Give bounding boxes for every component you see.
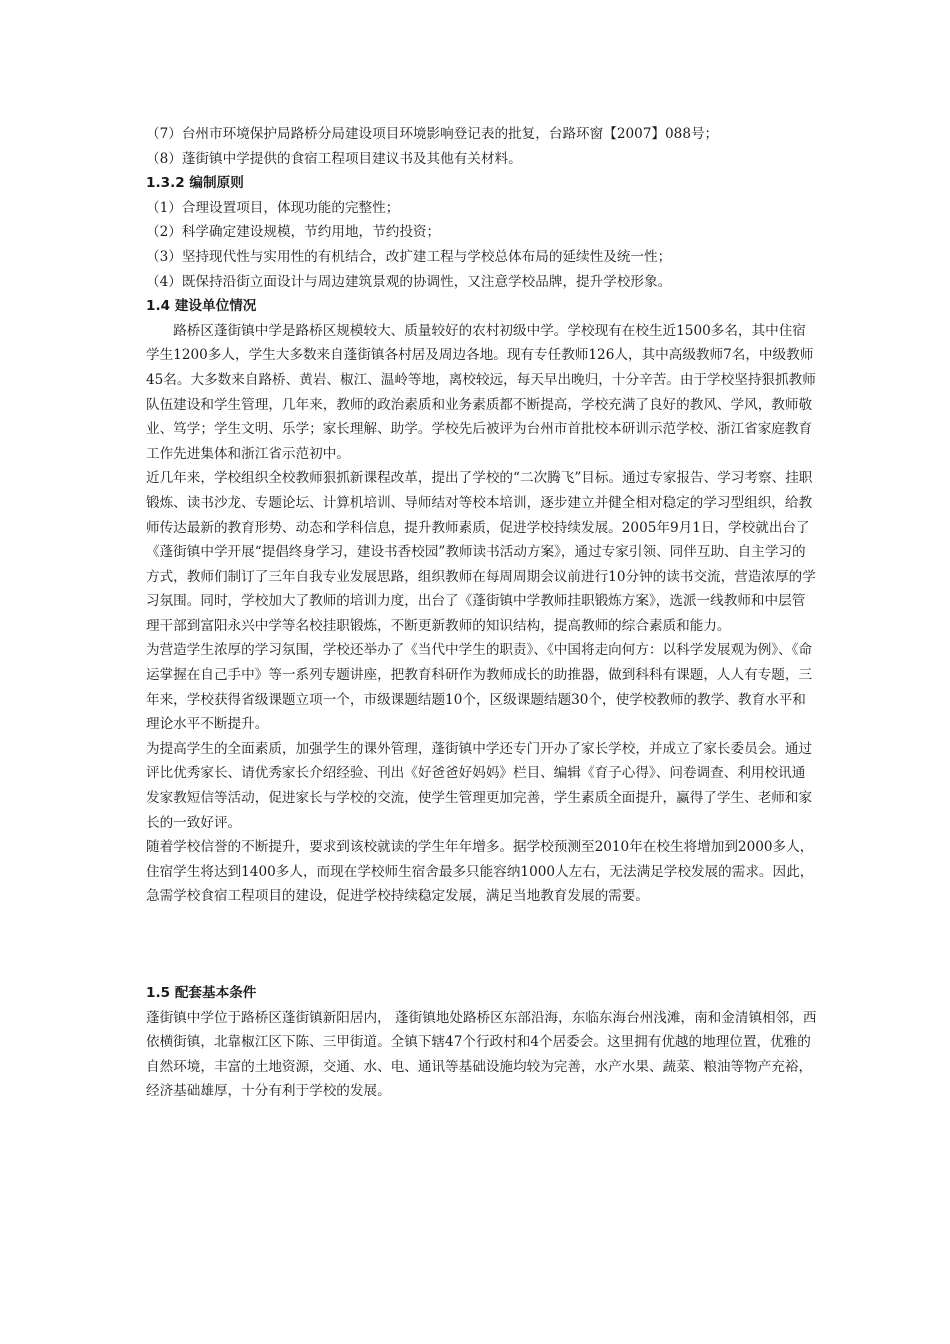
section-heading-1-5: 1.5 配套基本条件 — [146, 985, 257, 1001]
section-heading-1-4: 1.4 建设单位情况 — [146, 298, 257, 315]
section-spacer — [146, 909, 818, 981]
unit-paragraph-3: 为营造学生浓厚的学习氛围，学校还举办了《当代中学生的职责》、《中国将走向何方：以科学发展观为例》、《命运掌握在自己手中》等一系列专题讲座，把教育科研作为教师成长的助推器，做到科科有课题，人人有专题，三年来，学校获得省级课题立项一个，市级课题结题10个，区级课题结题30个，使学校教师的教学、教育水平和理论水平不断提升。 — [146, 642, 813, 733]
principle-item-4: （4）既保持沿街立面设计与周边建筑景观的协调性，又注意学校品牌，提升学校形象。 — [146, 273, 672, 290]
section-heading-1-3-2: 1.3.2 编制原则 — [146, 175, 244, 192]
document-page — [146, 122, 818, 1104]
unit-paragraph-5: 随着学校信誉的不断提升，要求到该校就读的学生年年增多。据学校预测至2010年在校生将增加到2000多人，住宿学生将达到1400多人，而现在学校师生宿舍最多只能容纳1000人左右，无法满足学校发展的需求。因此，急需学校食宿工程项目的建设，促进学校持续稳定发展，满足当地教育发展的需要。 — [146, 839, 814, 905]
reference-item-7: （7）台州市环境保护局路桥分局建设项目环境影响登记表的批复，台路环窗【2007】088号； — [146, 126, 719, 142]
conditions-paragraph: 蓬街镇中学位于路桥区蓬街镇新阳居内， 蓬街镇地处路桥区东部沿海，东临东海台州浅滩，南和金清镇相邻，西依横街镇，北靠椒江区下陈、三甲街道。全镇下辖47个行政村和4个居委会。这里拥有优越的地理位置，优雅的自然环境，丰富的土地资源，交通、水、电、通讯等基础设施均较为完善，水产水果、蔬菜、粮油等物产充裕，经济基础雄厚，十分有利于学校的发展。 — [146, 1009, 817, 1100]
principle-item-3: （3）坚持现代性与实用性的有机结合，改扩建工程与学校总体布局的延续性及统一性； — [146, 248, 672, 265]
unit-paragraph-1: 路桥区蓬街镇中学是路桥区规模较大、质量较好的农村初级中学。学校现有在校生近1500多名，其中住宿学生1200多人，学生大多数来自蓬街镇各村居及周边各地。现有专任教师126人，其中高级教师7名，中级教师45名。大多数来自路桥、黄岩、椒江、温岭等地，离校较远，每天早出晚归，十分辛苦。由于学校坚持狠抓教师队伍建设和学生管理，几年来，教师的政治素质和业务素质都不断提高，学校充满了良好的教风、学风，教师敬业、笃学；学生文明、乐学；家长理解、助学。学校先后被评为台州市首批校本研训示范学校、浙江省家庭教育工作先进集体和浙江省示范初中。 — [146, 322, 816, 462]
reference-item-8: （8）蓬街镇中学提供的食宿工程项目建议书及其他有关材料。 — [146, 150, 522, 167]
principle-item-2: （2）科学确定建设规模，节约用地，节约投资； — [146, 224, 441, 241]
principle-item-1: （1）合理设置项目，体现功能的完整性； — [146, 199, 400, 216]
unit-paragraph-2: 近几年来，学校组织全校教师狠抓新课程改革，提出了学校的“二次腾飞”目标。通过专家报告、学习考察、挂职锻炼、读书沙龙、专题论坛、计算机培训、导师结对等校本培训，逐步建立并健全相对稳定的学习型组织，给教师传达最新的教育形势、动态和学科信息，提升教师素质，促进学校持续发展。2005年9月1日，学校就出台了《蓬街镇中学开展“提倡终身学习，建设书香校园”教师读书活动方案》，通过专家引领、同伴互助、自主学习的方式，教师们制订了三年自我专业发展思路，组织教师在每周周期会议前进行10分钟的读书交流，营造浓厚的学习氛围。同时，学校加大了教师的培训力度，出台了《蓬街镇中学教师挂职锻炼方案》，选派一线教师和中层管理干部到富阳永兴中学等名校挂职锻炼，不断更新教师的知识结构，提高教师的综合素质和能力。 — [146, 470, 816, 634]
unit-paragraph-4: 为提高学生的全面素质，加强学生的课外管理，蓬街镇中学还专门开办了家长学校，并成立了家长委员会。通过评比优秀家长、请优秀家长介绍经验、刊出《好爸爸好妈妈》栏目、编辑《育子心得》、问卷调查、利用校讯通发家教短信等活动，促进家长与学校的交流，使学生管理更加完善，学生素质全面提升，赢得了学生、老师和家长的一致好评。 — [146, 740, 813, 831]
